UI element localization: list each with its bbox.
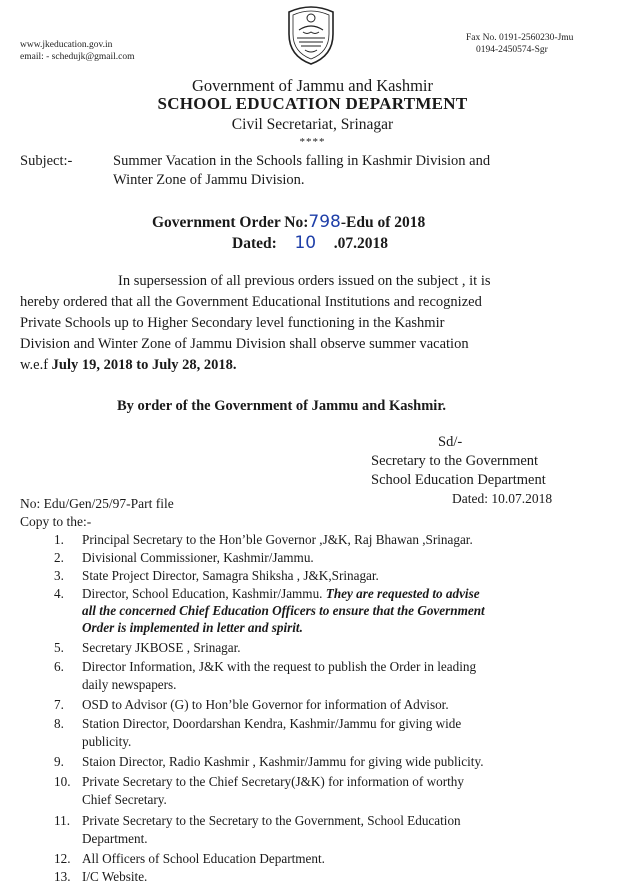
list-number: 1.	[54, 532, 64, 547]
list-item	[54, 812, 461, 829]
government-emblem-icon	[283, 4, 339, 66]
list-item	[54, 868, 147, 885]
body-line-2: hereby ordered that all the Government Educational Institutions and recognized	[20, 294, 482, 310]
list-number: 12.	[54, 851, 71, 866]
title-stars: ****	[299, 136, 326, 148]
list-item-continuation: Chief Secretary.	[82, 792, 167, 807]
list-item-continuation: publicity.	[82, 734, 132, 749]
list-text: Secretary JKBOSE , Srinagar.	[82, 640, 241, 655]
list-text: OSD to Advisor (G) to Hon’ble Governor for information of Advisor.	[82, 697, 449, 712]
list-text: Director Information, J&K with the request to publish the Order in leading	[82, 659, 477, 674]
wef-text: w.e.f	[20, 357, 52, 373]
signature-sd: Sd/-	[438, 434, 463, 450]
order-date	[232, 233, 388, 253]
list-text: Director, School Education, Kashmir/Jammu.	[82, 586, 326, 601]
list-emphasis-line-2: all the concerned Chief Education Officers to ensure that the Government	[82, 603, 485, 618]
list-item	[54, 531, 473, 548]
list-item	[54, 585, 480, 602]
list-number: 5.	[54, 640, 64, 655]
list-text: Divisional Commissioner, Kashmir/Jammu.	[82, 550, 314, 565]
list-text: Private Secretary to the Chief Secretary(J&K) for information of worthy	[82, 774, 464, 789]
vacation-dates: July 19, 2018 to July 28, 2018.	[51, 357, 237, 373]
list-item-continuation: Department.	[82, 831, 148, 846]
list-number: 13.	[54, 869, 71, 884]
order-suffix: -Edu of 2018	[340, 214, 426, 231]
order-number-handwritten: 798	[308, 212, 341, 232]
subject-line-2: Winter Zone of Jammu Division.	[113, 172, 305, 188]
list-emphasis-line-3: Order is implemented in letter and spirit.	[82, 620, 303, 635]
list-number: 3.	[54, 568, 64, 583]
body-line-4: Division and Winter Zone of Jammu Division shall observe summer vacation	[20, 336, 469, 352]
subject-line-1: Summer Vacation in the Schools falling in Kashmir Division and	[113, 153, 491, 169]
file-number: No: Edu/Gen/25/97-Part file	[20, 496, 174, 511]
date-suffix: .07.2018	[333, 235, 389, 252]
subject-label: Subject:-	[20, 153, 73, 169]
list-emphasis: They are requested to advise	[325, 586, 480, 601]
list-number: 8.	[54, 716, 64, 731]
website-text: www.jkeducation.gov.in	[20, 40, 113, 50]
signature-line-1: Secretary to the Government	[371, 453, 539, 469]
list-item	[54, 567, 379, 584]
list-number: 9.	[54, 754, 64, 769]
list-item	[54, 773, 464, 790]
list-number: 6.	[54, 659, 64, 674]
order-number	[152, 212, 425, 232]
signature-line-2: School Education Department	[371, 472, 546, 488]
list-text: All Officers of School Education Department.	[82, 851, 325, 866]
list-number: 2.	[54, 550, 64, 565]
list-item	[54, 639, 241, 656]
list-text: Station Director, Doordarshan Kendra, Kashmir/Jammu for giving wide	[82, 716, 462, 731]
list-item	[54, 753, 484, 770]
list-item	[54, 549, 314, 566]
list-item	[54, 715, 461, 732]
list-text: State Project Director, Samagra Shiksha , J&K,Srinagar.	[82, 568, 379, 583]
list-text: Principal Secretary to the Hon’ble Governor ,J&K, Raj Bhawan ,Srinagar.	[82, 532, 473, 547]
list-item	[54, 696, 449, 713]
signature-dated: Dated: 10.07.2018	[452, 491, 553, 506]
body-line-1: In supersession of all previous orders issued on the subject , it is	[118, 273, 491, 289]
list-number: 10.	[54, 774, 71, 789]
body-line-5	[20, 355, 237, 376]
list-number: 11.	[54, 813, 70, 828]
order-prefix: Government Order No:	[152, 214, 309, 231]
by-order-text: By order of the Government of Jammu and Kashmir.	[117, 398, 447, 414]
fax-line-1: Fax No. 0191-2560230-Jmu	[466, 33, 574, 43]
copy-to-label: Copy to the:-	[20, 514, 92, 529]
list-item	[54, 850, 325, 867]
list-text: Staion Director, Radio Kashmir , Kashmir/Jammu for giving wide publicity.	[82, 754, 484, 769]
fax-line-2: 0194-2450574-Sgr	[476, 45, 548, 55]
list-text: I/C Website.	[82, 869, 148, 884]
department-title: SCHOOL EDUCATION DEPARTMENT	[157, 94, 468, 113]
list-number: 4.	[54, 586, 64, 601]
dated-label: Dated:	[232, 235, 277, 252]
list-number: 7.	[54, 697, 64, 712]
secretariat-title: Civil Secretariat, Srinagar	[231, 116, 394, 133]
list-text: Private Secretary to the Secretary to the Government, School Education	[82, 813, 461, 828]
email-text: email: - schedujk@gmail.com	[20, 52, 135, 62]
date-handwritten: 10	[294, 233, 317, 253]
list-item-continuation: daily newspapers.	[82, 677, 177, 692]
government-title: Government of Jammu and Kashmir	[191, 76, 434, 95]
body-line-3: Private Schools up to Higher Secondary level functioning in the Kashmir	[20, 315, 445, 331]
list-item	[54, 658, 476, 675]
